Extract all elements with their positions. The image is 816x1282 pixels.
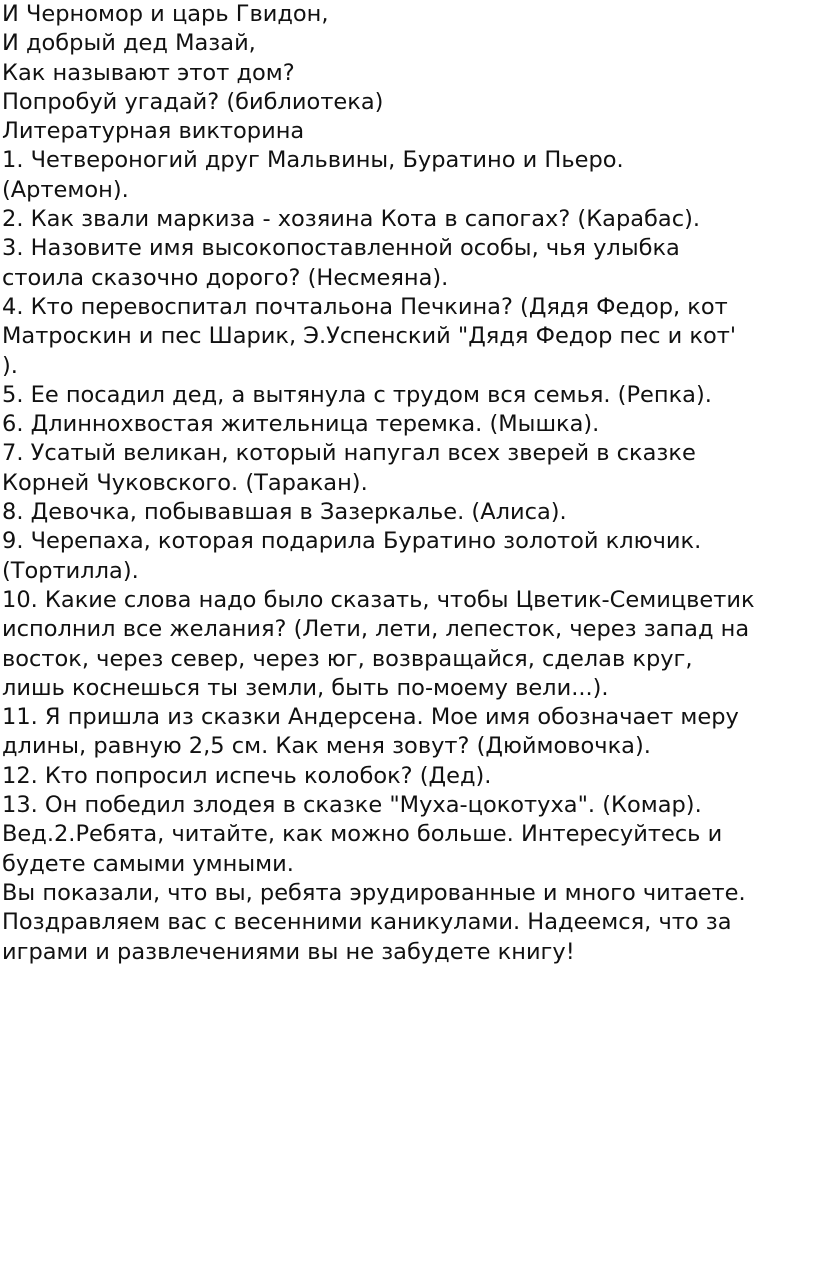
quiz-question-4: 4. Кто перевоспитал почтальона Печкина? (Дядя Федор, кот: [2, 293, 728, 320]
quiz-question-9: 9. Черепаха, которая подарила Буратино золотой ключик.: [2, 528, 702, 555]
quiz-question-11: 11. Я пришла из сказки Андерсена. Мое имя обозначает меру: [2, 704, 739, 731]
poem-line-4: Попробуй угадай? (библиотека): [2, 88, 384, 115]
quiz-question-7: 7. Усатый великан, который напугал всех зверей в сказке: [2, 440, 696, 467]
quiz-question-10: 10. Какие слова надо было сказать, чтобы Цветик-Семицветик: [2, 586, 755, 613]
quiz-question-3-cont: стоила сказочно дорого? (Несмеяна).: [2, 264, 449, 291]
quiz-question-9-cont: (Тортилла).: [2, 557, 139, 584]
quiz-question-13: 13. Он победил злодея в сказке "Муха-цокотуха". (Комар).: [2, 792, 702, 819]
quiz-question-10-cont-3: лишь коснешься ты земли, быть по-моему вели...).: [2, 674, 609, 701]
quiz-question-8: 8. Девочка, побывавшая в Зазеркалье. (Алиса).: [2, 499, 567, 526]
quiz-question-2: 2. Как звали маркиза - хозяина Кота в сапогах? (Карабас).: [2, 206, 701, 233]
presenter-line-cont: будете самыми умными.: [2, 850, 294, 877]
poem-line-1: И Черномор и царь Гвидон,: [2, 1, 329, 27]
quiz-title: Литературная викторина: [2, 118, 305, 145]
quiz-question-4-cont-2: ).: [2, 352, 18, 379]
closing-line-2: Поздравляем вас с весенними каникулами. Надеемся, что за: [2, 909, 732, 936]
quiz-question-12: 12. Кто попросил испечь колобок? (Дед).: [2, 762, 492, 789]
quiz-question-5: 5. Ее посадил дед, а вытянула с трудом вся семья. (Репка).: [2, 381, 712, 408]
quiz-question-10-cont: исполнил все желания? (Лети, лети, лепесток, через запад на: [2, 616, 750, 643]
quiz-question-6: 6. Длиннохвостая жительница теремка. (Мышка).: [2, 411, 600, 438]
document-body: [2, 0, 814, 967]
quiz-question-4-cont: Матроскин и пес Шарик, Э.Успенский "Дядя Федор пес и кот': [2, 323, 737, 350]
quiz-question-7-cont: Корней Чуковского. (Таракан).: [2, 469, 368, 496]
poem-line-2: И добрый дед Мазай,: [2, 30, 256, 57]
quiz-question-3: 3. Назовите имя высокопоставленной особы, чья улыбка: [2, 235, 680, 262]
quiz-question-11-cont: длины, равную 2,5 см. Как меня зовут? (Дюймовочка).: [2, 733, 651, 760]
presenter-line: Вед.2.Ребята, читайте, как можно больше. Интересуйтесь и: [2, 821, 723, 848]
closing-line-1: Вы показали, что вы, ребята эрудированные и много читаете.: [2, 879, 746, 906]
closing-line-3: играми и развлечениями вы не забудете книгу!: [2, 938, 575, 965]
poem-line-3: Как называют этот дом?: [2, 59, 295, 86]
quiz-question-1: 1. Четвероногий друг Мальвины, Буратино и Пьеро.: [2, 147, 624, 174]
quiz-question-10-cont-2: восток, через север, через юг, возвращайся, сделав круг,: [2, 645, 693, 672]
quiz-question-1-cont: (Артемон).: [2, 176, 129, 203]
